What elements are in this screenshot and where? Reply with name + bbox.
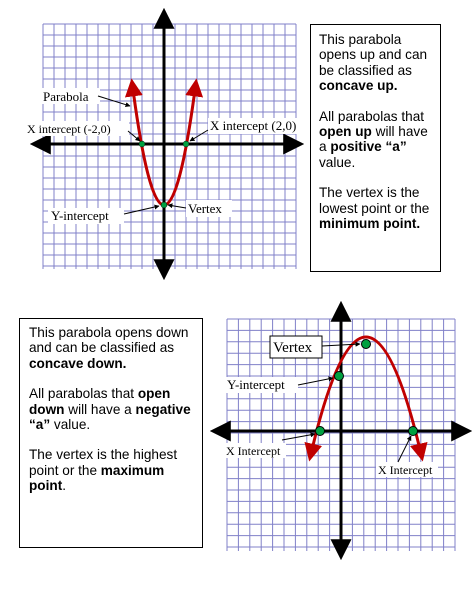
note-text: value. — [50, 417, 91, 433]
note-text: . — [62, 478, 66, 494]
note-text: All parabolas that — [319, 108, 425, 124]
note-text: The vertex is the lowest point or the — [319, 185, 430, 216]
bottom-point-x-intercept-right — [409, 427, 418, 436]
note-text: will have a — [64, 401, 136, 417]
bottom-point-x-intercept-left — [316, 427, 325, 436]
bottom-graph — [214, 305, 468, 556]
concave-down-note-box — [19, 318, 203, 548]
note-text: The vertex is the highest point or the — [29, 447, 178, 478]
note-bold-text: negative “a” — [29, 401, 191, 433]
top-label-y-intercept: Y-intercept — [51, 208, 109, 223]
note-bold-text: minimum point. — [319, 216, 421, 232]
note-paragraph — [319, 32, 432, 94]
note-bold-text: open up — [319, 124, 372, 140]
top-pointer-x-intercept-right — [190, 130, 208, 141]
note-paragraph — [29, 447, 193, 493]
top-graph — [25, 12, 304, 276]
top-label-x-intercept-left: X intercept (-2,0) — [27, 122, 111, 136]
note-text: This parabola opens up and can be classified as — [319, 32, 428, 78]
note-paragraph — [319, 185, 432, 231]
note-paragraph — [319, 109, 432, 171]
top-label-x-intercept-right: X intercept (2,0) — [210, 118, 297, 133]
note-bold-text: maximum point — [29, 462, 165, 494]
note-bold-text: open down — [29, 386, 171, 417]
top-point-x-intercept-right — [183, 141, 189, 147]
bottom-label-x-intercept-left: X Intercept — [226, 444, 281, 458]
top-pointer-vertex — [168, 205, 186, 208]
note-text: This parabola opens down and can be classified as — [29, 325, 189, 356]
top-grid — [43, 24, 296, 269]
note-text: value. — [319, 154, 356, 170]
top-point-vertex — [161, 202, 167, 208]
note-bold-text: positive “a” — [330, 139, 407, 155]
note-text: will have a — [319, 124, 428, 155]
bottom-label-x-intercept-right: X Intercept — [378, 463, 433, 477]
note-paragraph — [29, 386, 193, 432]
top-label-vertex: Vertex — [188, 201, 222, 216]
note-bold-text: concave down. — [29, 355, 127, 371]
top-point-x-intercept-left — [139, 141, 145, 147]
note-paragraph — [29, 325, 193, 371]
bottom-point-y-intercept — [335, 372, 344, 381]
bottom-label-y-intercept: Y-intercept — [227, 377, 285, 392]
bottom-parabola-curve — [310, 337, 422, 458]
note-text: All parabolas that — [29, 386, 138, 402]
bottom-pointer-y-intercept — [298, 378, 333, 385]
concave-up-note-box — [310, 24, 441, 272]
bottom-point-vertex — [362, 340, 371, 349]
bottom-label-vertex: Vertex — [273, 340, 313, 356]
bottom-pointer-x-intercept-left — [282, 434, 315, 440]
top-label-parabola: Parabola — [43, 89, 89, 104]
note-bold-text: concave up. — [319, 78, 398, 94]
